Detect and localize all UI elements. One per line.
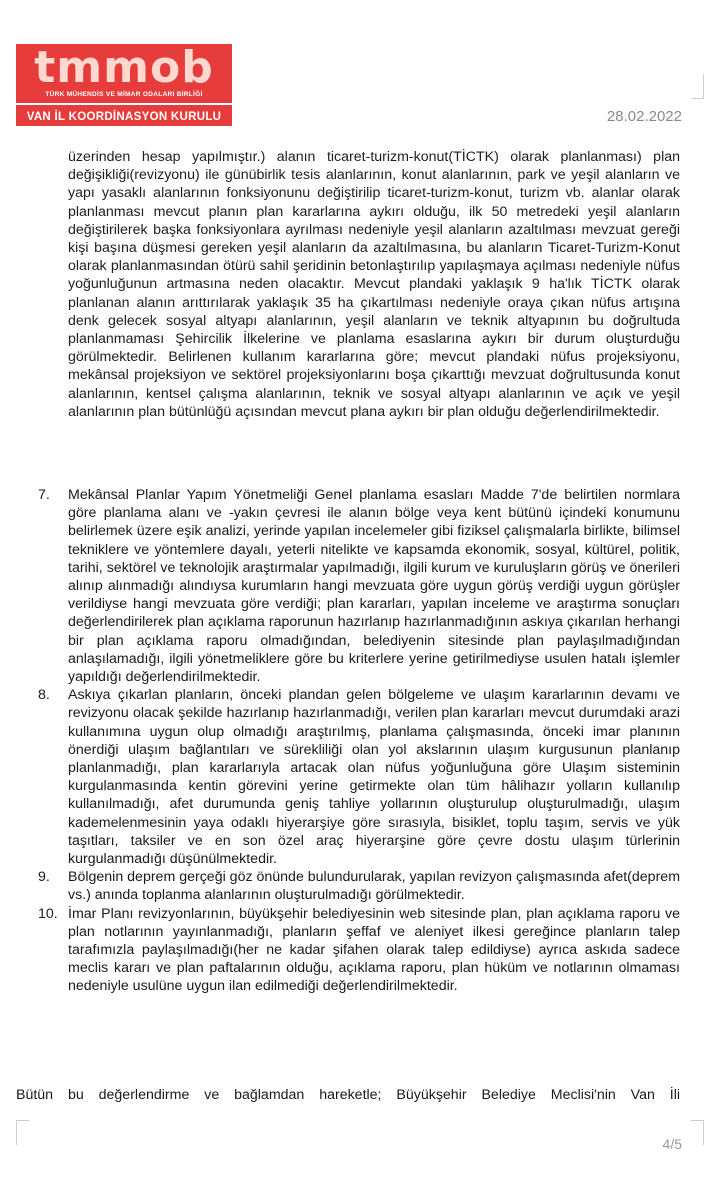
- logo-divider: [16, 103, 232, 105]
- list-item-text: İmar Planı revizyonlarının, büyükşehir belediyesinin web sitesinde plan, plan açıklama raporu ve plan notlarının yayınlanmadığı, planların şeffaf ve aleniyet ilkesi gereğince planların talep tarafımızla paylaşılmadığı(her ne kadar şifahen olarak talep edildiyse) ayrıca askıda sadece meclis kararı ve plan paftalarının olduğu, açıklama raporu, plan hüküm ve notlarının olmaması nedeniyle usulüne uygun ilan edilmediği değerlendirilmektedir.: [68, 905, 680, 995]
- list-item-number: 7.: [38, 487, 50, 503]
- crop-mark-top-right: [691, 74, 704, 99]
- list-item-number: 8.: [38, 687, 50, 704]
- crop-mark-bottom-left: [16, 1120, 29, 1145]
- list-item: [38, 686, 680, 868]
- list-item-text: Askıya çıkarlan planların, önceki plandan gelen bölgeleme ve ulaşım kararlarının devamı ve revizyonu olacak şekilde hazırlanıp hazırlanmadığı, verilen plan kararları mevcut durumdaki arazi kullanımına uygun olup olmadığı araştırılmış, planlama çalışmasında, önceki imar planının önerdiği ulaşım bağlantıları ve sürekliliği olan yol akslarının ulaşım kurgusunun planlanıp planlanmadığı, plan kararlarıyla artacak olan nüfus yoğunluğuna göre Ulaşım sisteminin kurgulanmasında kentin görevini yerine getirmekte olan tüm hâlihazır yolların kullanılıp kullanılmadığı, afet durumunda geniş tahliye yollarının oluşturulup oluşturulmadığı, ulaşım kademelenmesinin yaya odaklı hiyerarşiye göre sırasıyla, bisiklet, toplu taşım, servis ve yük taşıtları, taksiler ve en son özel araç hiyerarşine göre çevre dostu ulaşım türlerinin kurgulanmadığı düşünülmektedir.: [68, 687, 680, 868]
- crop-mark-bottom-right: [691, 1120, 704, 1145]
- list-item: [38, 868, 680, 904]
- list-item: [38, 905, 680, 996]
- list-item-text: Bölgenin deprem gerçeği göz önünde bulundurularak, yapılan revizyon çalışmasında afet(deprem vs.) anında toplanma alanlarının oluşturulmadığı görülmektedir.: [68, 869, 681, 904]
- numbered-list: [38, 486, 680, 996]
- tmmob-logo: [16, 44, 232, 126]
- closing-line: Bütün bu değerlendirme ve bağlamdan hareketle; Büyükşehir Belediye Meclisi'nin Van İli: [16, 1087, 680, 1103]
- page-number: 4/5: [662, 1136, 682, 1152]
- list-item-number: 9.: [38, 869, 50, 886]
- logo-wordmark: tmmob: [34, 42, 214, 93]
- logo-band-text: VAN İL KOORDİNASYON KURULU: [26, 111, 222, 123]
- logo-subtitle: TÜRK MÜHENDİS VE MİMAR ODALARI BİRLİĞİ: [45, 91, 203, 98]
- list-item-text: Mekânsal Planlar Yapım Yönetmeliği Genel planlama esasları Madde 7'de belirtilen normlara göre planlama alanı ve -yakın çevresi ile alanın bölge veya kent bütünü içindeki konumunu belirlemek üzere eşik analizi, yerinde yapılan incelemeler gibi fiziksel çalışmalarla birlikte, bilimsel tekniklere ve yöntemlere dayalı, yeterli nitelikte ve kapsamda ekonomik, sosyal, kültürel, politik, tarihi, sektörel ve teknolojik araştırmalar yapılmadığı, ilgili kurum ve kuruluşların görüş ve önerileri alınıp alınmadığı alındıysa kurumların hangi mevzuata göre uygun görüş verdiği uygun görüşler verildiyse hangi mevzuata göre verdiği; plan kararları, yapılan inceleme ve araştırma sonuçları değerlendirilerek plan açıklama raporunun hazırlanıp hazırlanmadığının askıya çıkarılan herhangi bir plan açıklama raporu olmadığından, belediyenin sitesinde plan paylaşılmadığından anlaşılamadığı, ilgili yönetmeliklere göre bu kriterlere yerine getirilmediyse usulen hatalı işlemler yapıldığı değerlendirilmektedir.: [68, 487, 680, 686]
- list-item: [38, 486, 680, 686]
- document-date: 28.02.2022: [606, 108, 682, 125]
- list-item-number: 10.: [38, 905, 58, 922]
- intro-paragraph: üzerinden hesap yapılmıştır.) alanın ticaret-turizm-konut(TİCTK) olarak planlanması) plan değişikliği(revizyonu) ile günübirlik tesis alanlarının, konut alanlarının, park ve yeşil alanların ve yapı yasaklı alanlarının fonksiyonunu değiştirilip ticaret-turizm-konut, turizm vb. alanlar olarak planlanması mevcut planın plan kararlarına aykırı olduğu, ilk 50 metredeki yeşil alanların değiştirilerek başka fonksiyonlara ayrılması nedeniyle yeşil alanların azaltılması mevzuat gereği kişi başına düşmesi gereken yeşil alanların da azaltılmasına, bu alanların Ticaret-Turizm-Konut olarak planlanmasından ötürü sahil şeridinin betonlaştırılıp yapılaşmaya açılması nedeniyle nüfus yoğunluğunun artmasına neden olacaktır. Mevcut plandaki yaklaşık 9 ha'lık TİCTK olarak planlanan alanın arıttırılarak yaklaşık 35 ha çıkartılması nedeniyle oraya çıkan nüfus artışına denk gelecek sosyal altyapı alanlarının, yeşil alanların ve teknik altyapının bu doğrultuda planlanmaması Şehircilik İlkelerine ve planlama esaslarına aykırı bir durum oluşturduğu görülmektedir. Belirlenen kullanım kararlarına göre; mevcut plandaki nüfus projeksiyonu, mekânsal projeksiyon ve sektörel projeksiyonlarını boşa çıkarttığı mevzuat doğrultusunda konut alanlarının, kentsel çalışma alanlarının, teknik ve sosyal altyapı alanlarının ve açık ve yeşil alanlarının plan bütünlüğü açısından mevcut plana aykırı bir plan olduğu değerlendirilmektedir.: [68, 149, 680, 420]
